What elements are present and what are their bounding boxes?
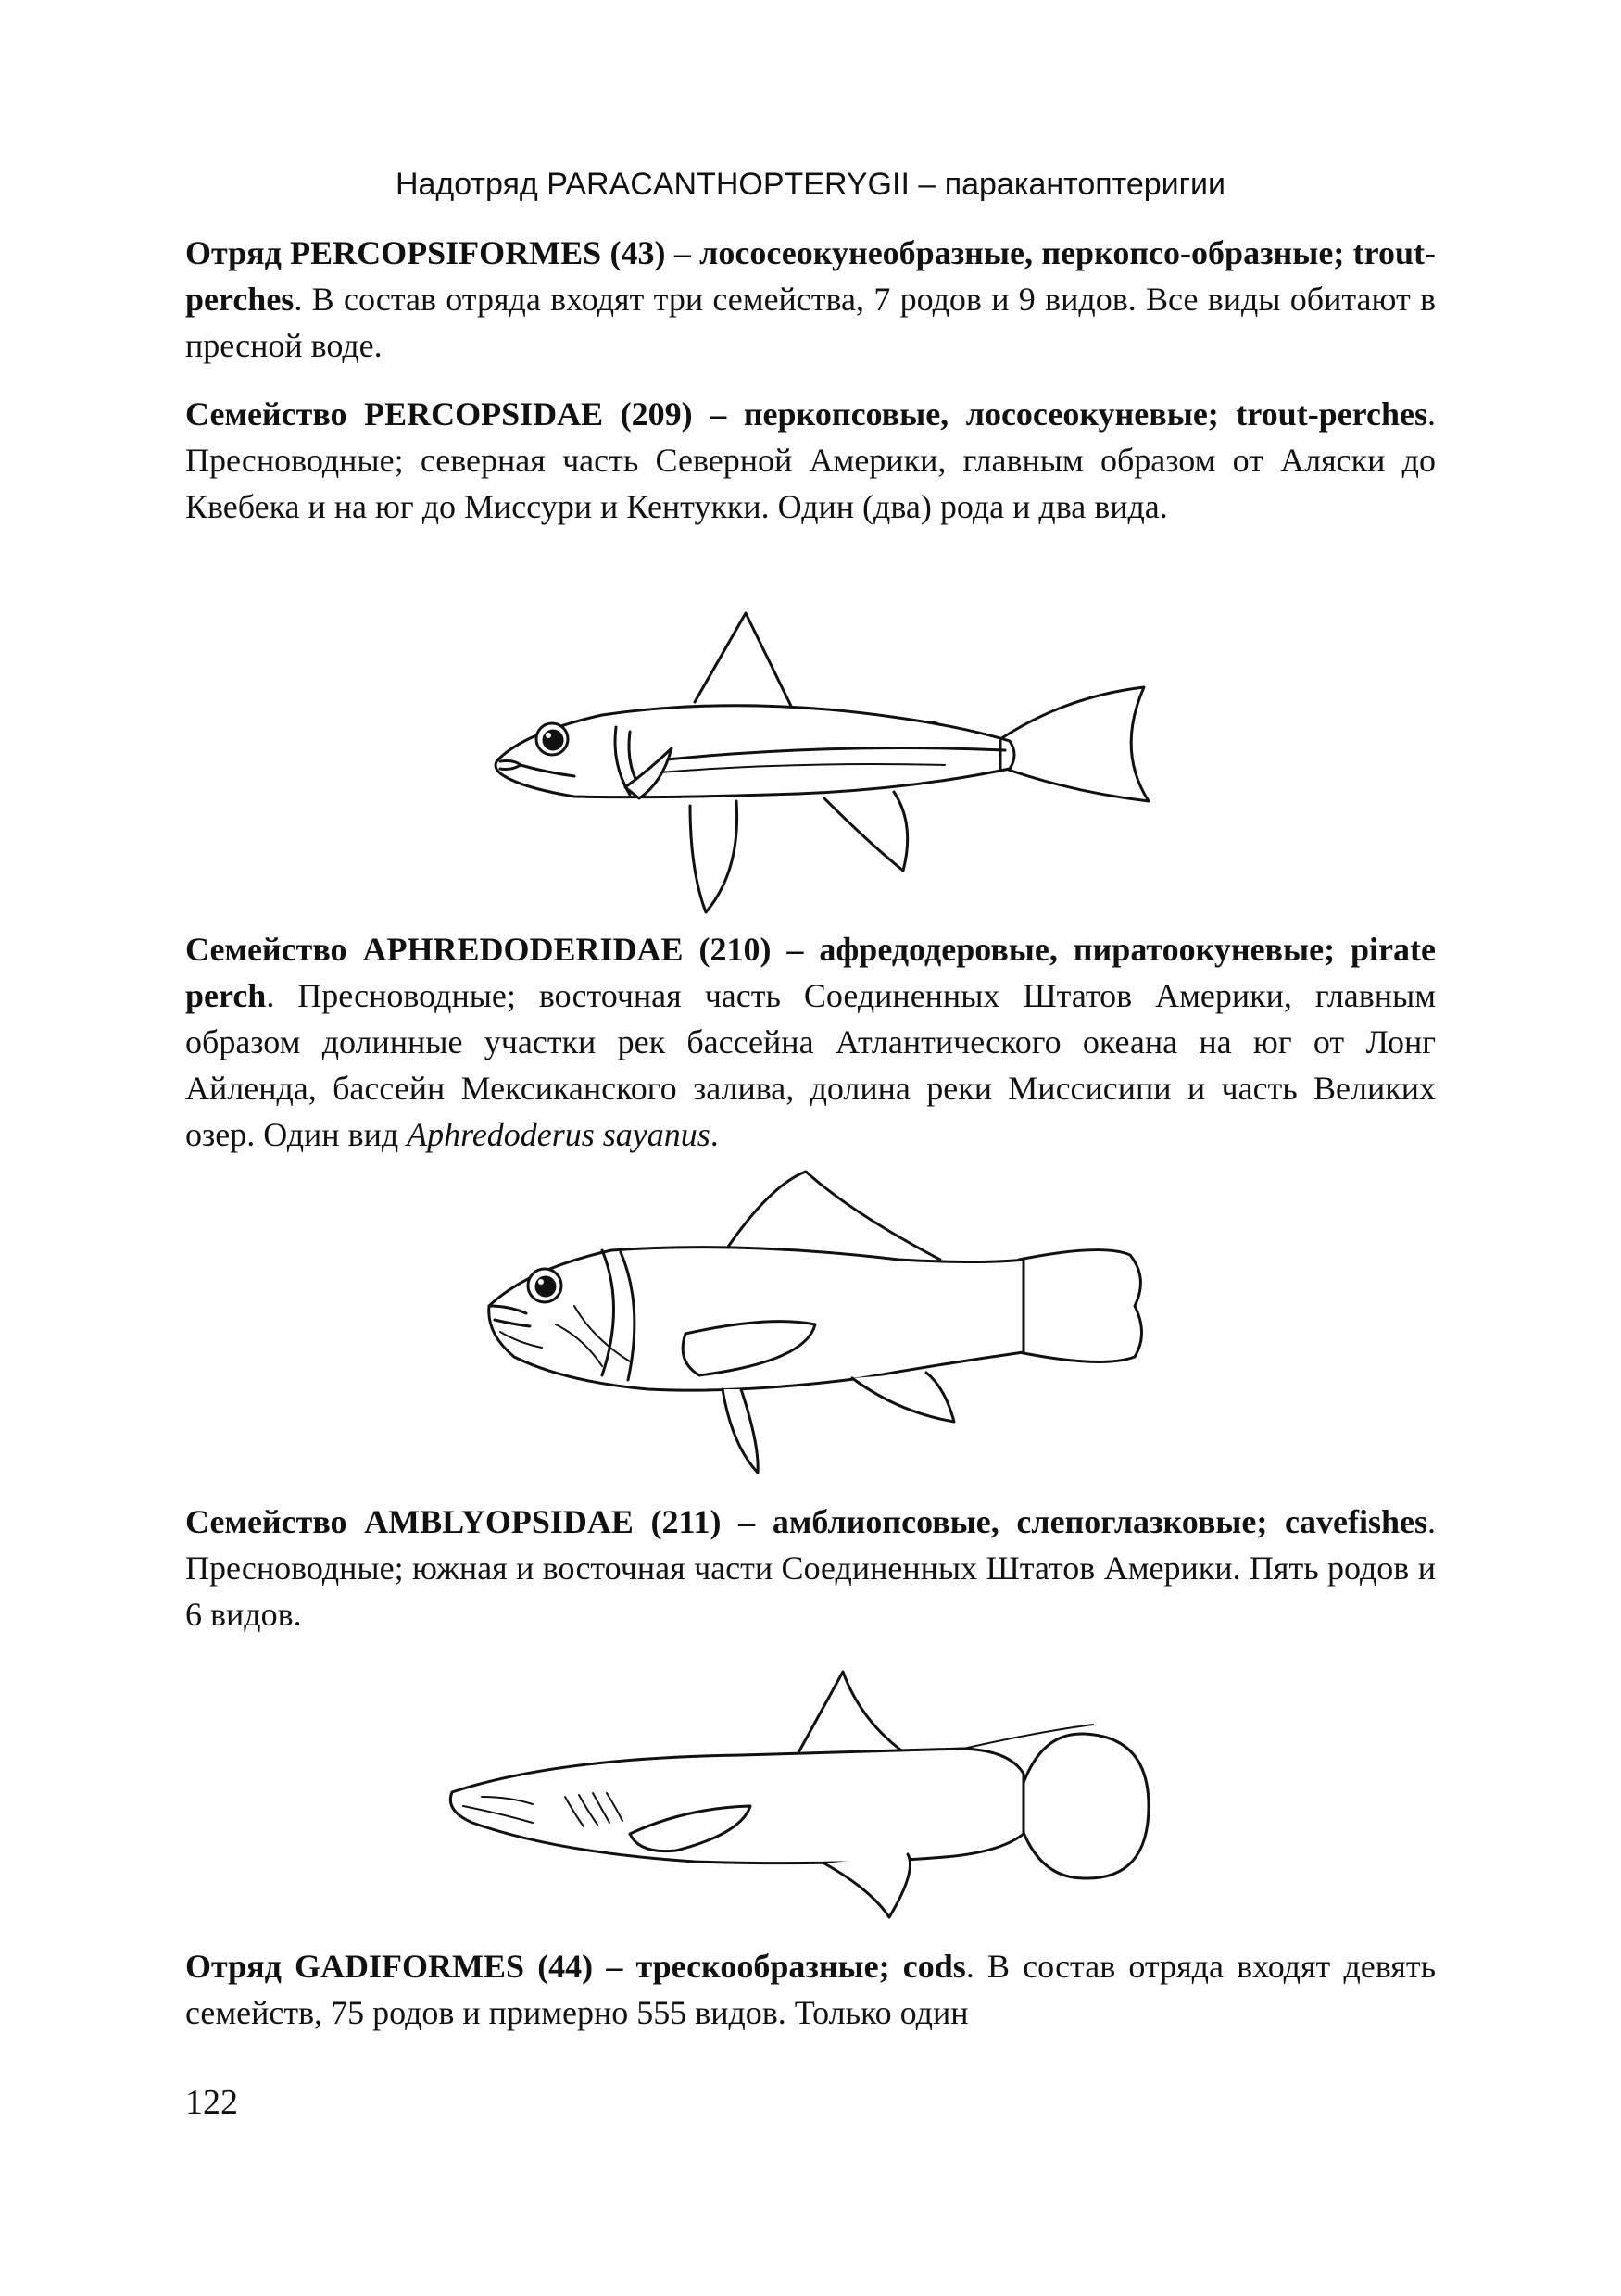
heading-percopsiformes: Отряд PERCOPSIFORMES (43) – лососеокунеобразные, перкопсо-образные; trout-perches [185,234,1436,318]
cavefish-illustration [445,1658,1176,1936]
body-percopsiformes: . В состав отряда входят три семейства, 7 родов и 9 видов. Все виды обитают в пресной воде. [185,281,1436,364]
body-amblyopsidae: . Пресноводные; южная и восточная части Соединенных Штатов Америки. Пять родов и 6 видов. [185,1503,1436,1633]
body-gadiformes: . В состав отряда входят девять семейств, 75 родов и примерно 555 видов. Только один [185,1948,1436,2031]
species-aphredoderus-sayanus: Aphredoderus sayanus [407,1116,710,1153]
heading-percopsidae: Семейство PERCOPSIDAE (209) – перкопсовые, лососеокуневые; trout-perches [185,395,1427,433]
paragraph-gadiformes [185,1943,1436,2036]
heading-aphredoderidae: Семейство APHREDODERIDAE (210) – афредодеровые, пиратоокуневые; pirate perch [185,931,1436,1014]
heading-amblyopsidae: Семейство AMBLYOPSIDAE (211) – амблиопсовые, слепоглазковые; cavefishes [185,1503,1427,1540]
paragraph-amblyopsidae [185,1499,1436,1637]
paragraph-percopsidae [185,391,1436,530]
heading-gadiformes: Отряд GADIFORMES (44) – трескообразные; cods [185,1948,966,1985]
body-percopsidae: . Пресноводные; северная часть Северной Америки, главным образом от Аляски до Квебека и на юг до Миссури и Кентукки. Один (два) рода и два вида. [185,395,1436,525]
trout-perch-fish-illustration [463,593,1167,917]
body-aphredoderidae: . Пресноводные; восточная часть Соединенных Штатов Америки, главным образом долинные участки рек бассейна Атлантического океана на юг от Лонг Айленда, бассейн Мексиканского залива, долина реки Миссисипи и часть Великих озер. Один вид [185,977,1436,1153]
body-aphredoderidae-tail: . [710,1116,719,1153]
page-header: Надотряд PARACANTHOPTERYGII – паракантоптеригии [395,167,1226,202]
paragraph-percopsiformes [185,230,1436,369]
page-number: 122 [185,2083,238,2122]
paragraph-aphredoderidae [185,926,1436,1158]
pirate-perch-fish-illustration [463,1167,1167,1482]
